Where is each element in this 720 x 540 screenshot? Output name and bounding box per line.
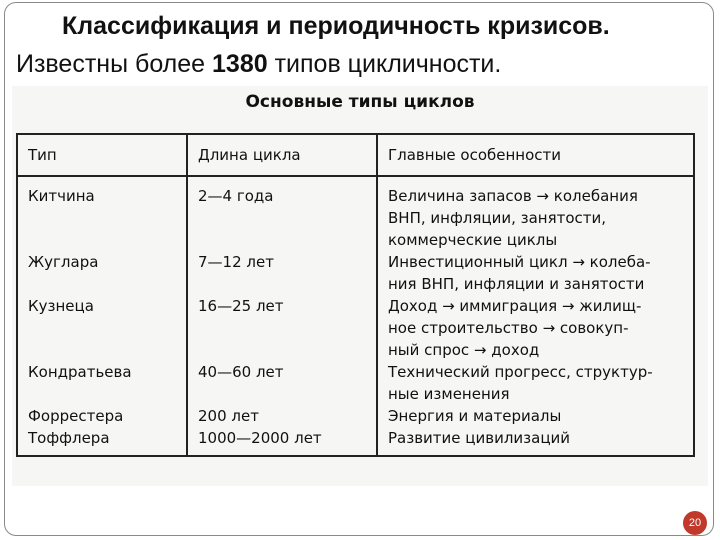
text-line: Форрестера — [28, 407, 124, 425]
page-number-badge: 20 — [683, 511, 707, 535]
table-row — [17, 176, 694, 251]
text-line: Китчина — [28, 187, 95, 205]
text-line: ния ВНП, инфляции и занятости — [388, 275, 645, 293]
text-line: Тоффлера — [28, 429, 110, 447]
cell-type — [17, 405, 187, 456]
text-line: ный спрос → доход — [388, 341, 540, 359]
text-line: 2—4 года — [198, 187, 274, 205]
table-row — [17, 361, 694, 405]
text-line: ное строительство → совокуп- — [388, 319, 629, 337]
cell-features — [377, 361, 694, 405]
text-line: 7—12 лет — [198, 253, 274, 271]
header-length: Длина цикла — [187, 134, 377, 176]
text-line: Технический прогресс, структур- — [388, 363, 653, 381]
table-row — [17, 295, 694, 361]
cell-length — [187, 251, 377, 295]
cell-type — [17, 361, 187, 405]
cell-features — [377, 251, 694, 295]
cell-features — [377, 405, 694, 456]
text-line: 16—25 лет — [198, 297, 284, 315]
text-line: ВНП, инфляции, занятости, — [388, 209, 607, 227]
slide-subtitle — [16, 50, 501, 79]
cell-features — [377, 295, 694, 361]
cycles-table — [16, 133, 695, 457]
text-line: Кузнеца — [28, 297, 94, 315]
cell-length — [187, 295, 377, 361]
text-line: Развитие цивилизаций — [388, 429, 571, 447]
text-line: ные изменения — [388, 385, 510, 403]
text-line: Инвестиционный цикл → колеба- — [388, 253, 651, 271]
subtitle-suffix: типов цикличности. — [267, 50, 502, 78]
cell-type — [17, 176, 187, 251]
table-header-row — [17, 134, 694, 176]
cell-features — [377, 176, 694, 251]
text-line: Доход → иммиграция → жилищ- — [388, 297, 642, 315]
header-features: Главные особенности — [377, 134, 694, 176]
cell-type — [17, 251, 187, 295]
table-row — [17, 251, 694, 295]
cell-type — [17, 295, 187, 361]
subtitle-prefix: Известны более — [16, 50, 213, 78]
cell-length — [187, 405, 377, 456]
cell-length — [187, 176, 377, 251]
table-row — [17, 405, 694, 456]
text-line: Жуглара — [28, 253, 99, 271]
text-line: Энергия и материалы — [388, 407, 562, 425]
text-line: 1000—2000 лет — [198, 429, 322, 447]
text-line: 40—60 лет — [198, 363, 284, 381]
cell-length — [187, 361, 377, 405]
text-line: Кондратьева — [28, 363, 132, 381]
text-line: коммерческие циклы — [388, 231, 558, 249]
text-line: Величина запасов → колебания — [388, 187, 638, 205]
scanned-table-image — [12, 86, 708, 486]
table-caption: Основные типы циклов — [245, 92, 475, 112]
slide-title: Классификация и периодичность кризисов. — [62, 12, 610, 40]
text-line: 200 лет — [198, 407, 259, 425]
header-type: Тип — [17, 134, 187, 176]
subtitle-number: 1380 — [212, 50, 268, 78]
